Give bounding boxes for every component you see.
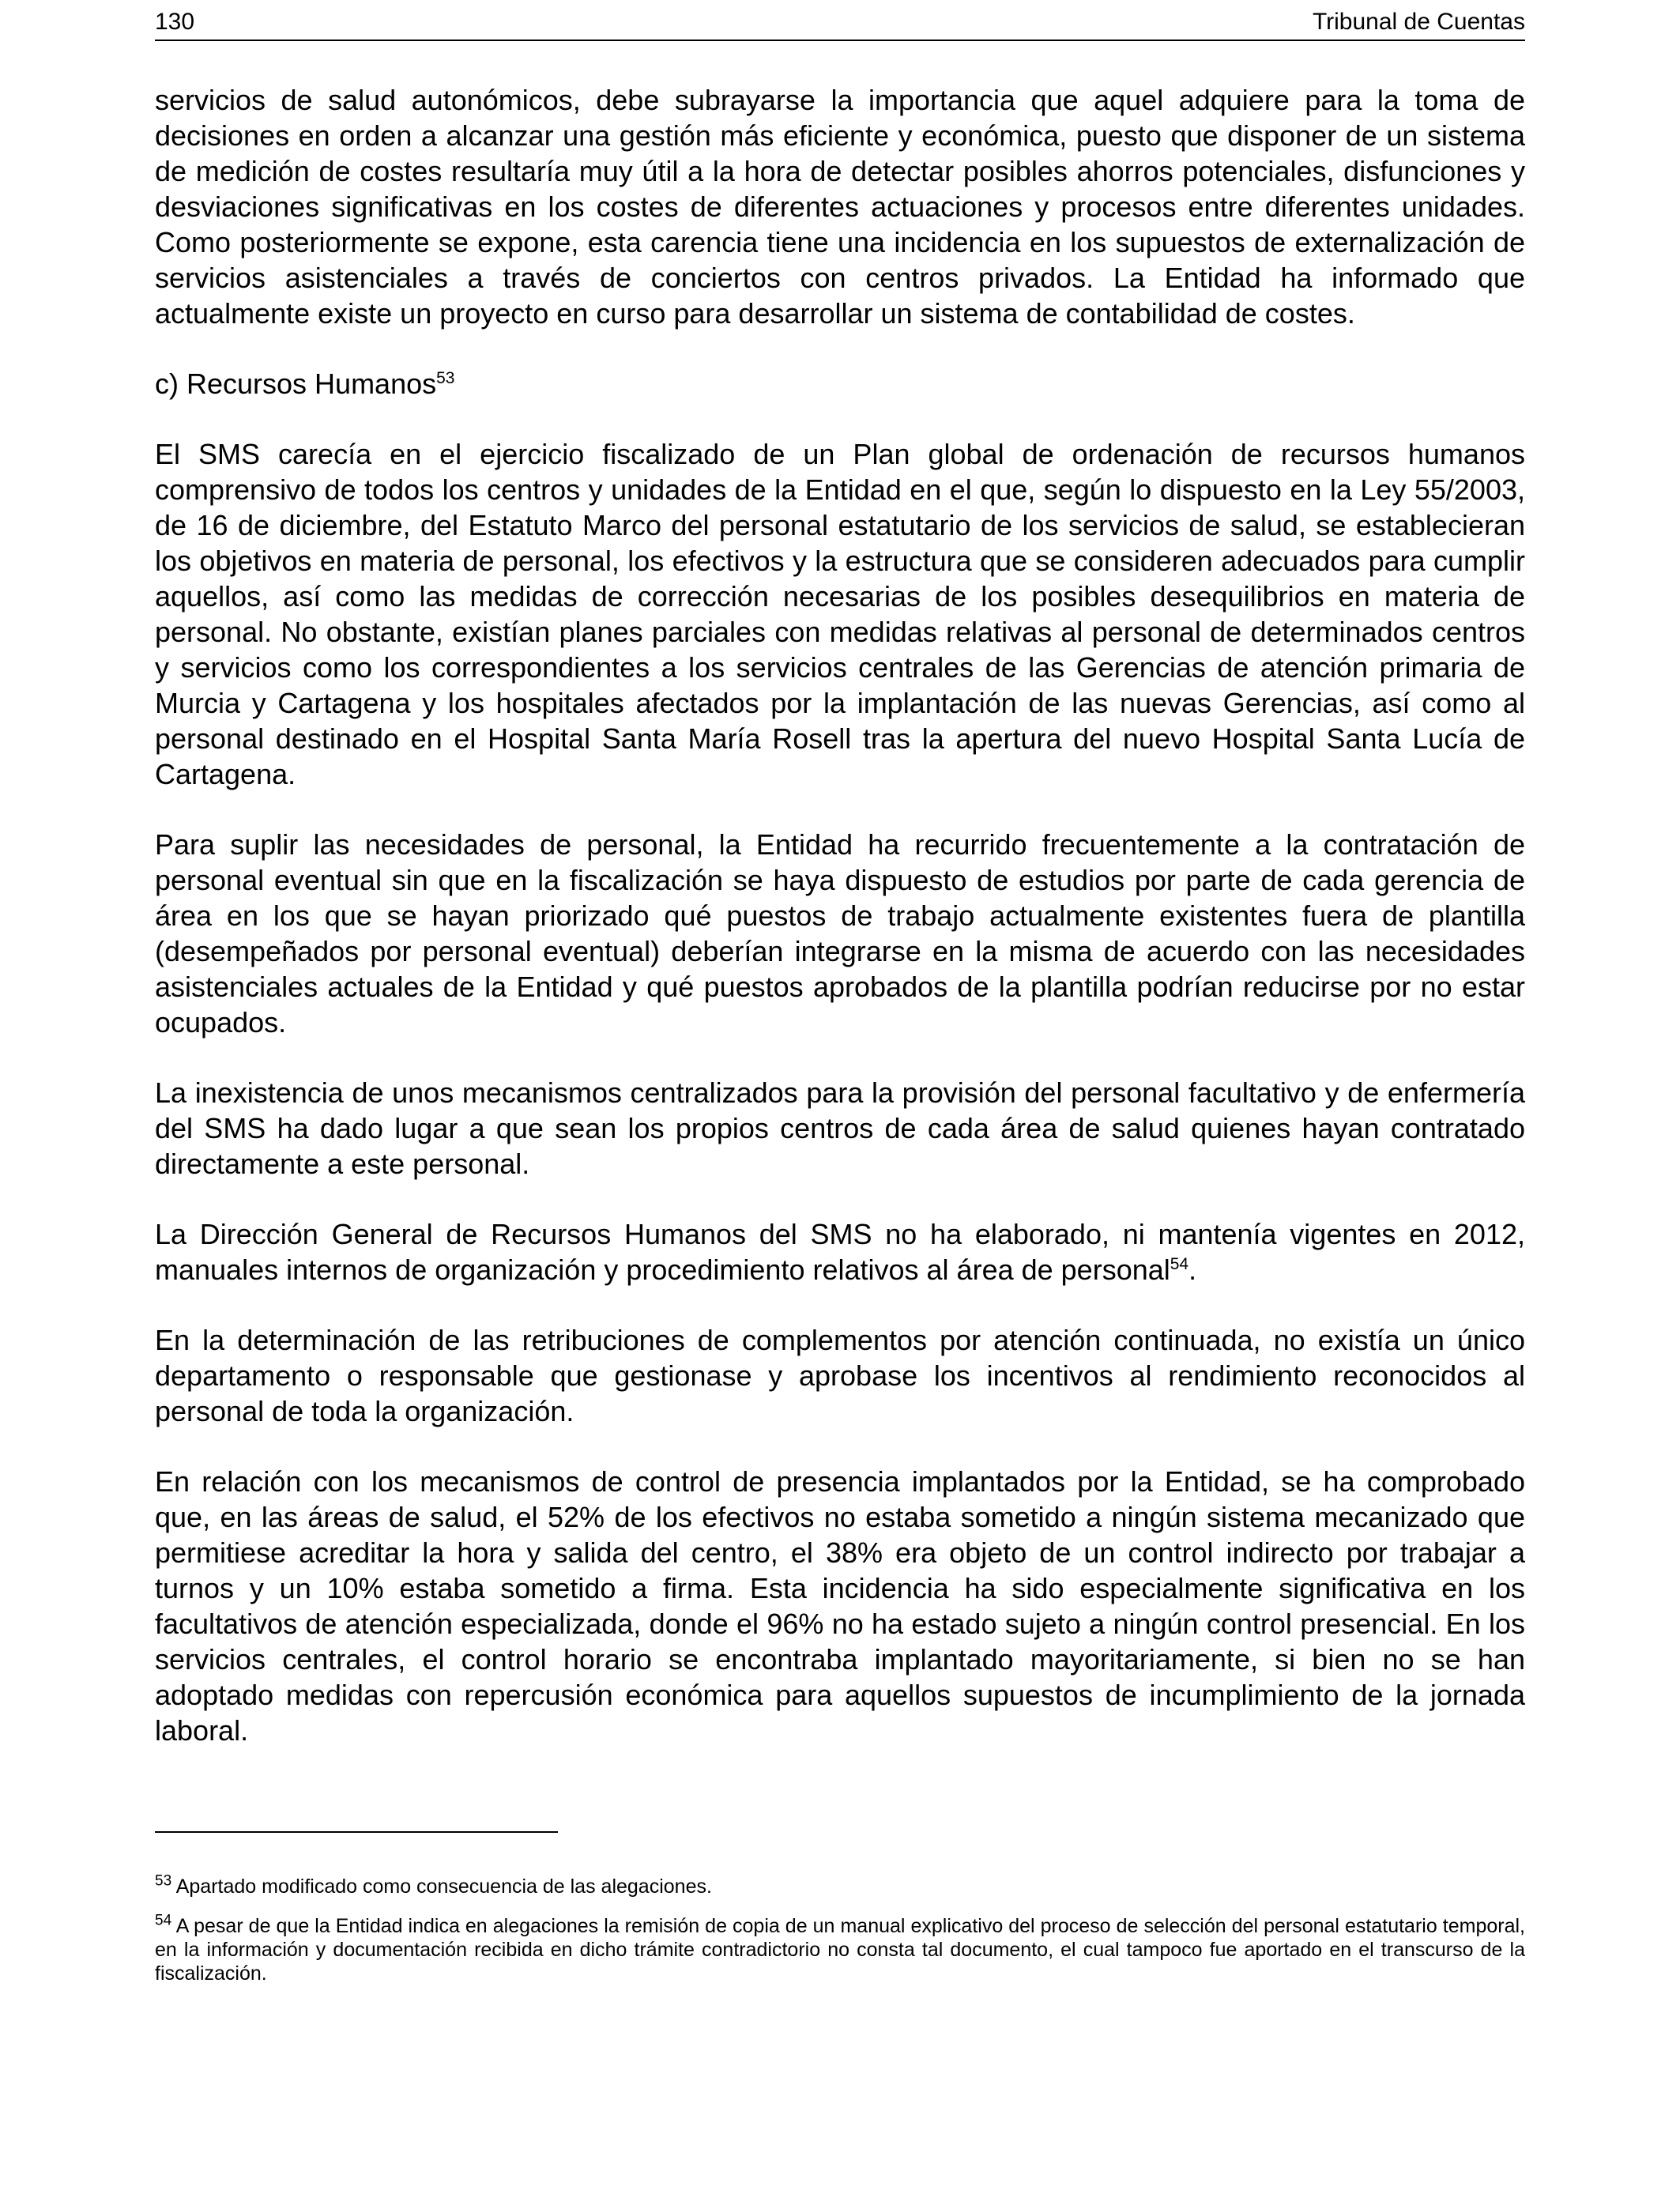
footnote-54 xyxy=(155,1914,1525,1985)
footnote-number: 54 xyxy=(155,1912,172,1929)
paragraph-personal-eventual: Para suplir las necesidades de personal, la Entidad ha recurrido frecuentemente a la contratación de personal eventual sin que en la fiscalización se haya dispuesto de estudios por parte de cada gerencia de área en los que se hayan priorizado qué puestos de trabajo actualmente existentes fuera de plantilla (desempeñados por personal eventual) deberían integrarse en la misma de acuerdo con las necesidades asistenciales actuales de la Entidad y qué puestos aprobados de la plantilla podrían reducirse por no estar ocupados. xyxy=(155,828,1525,1039)
paragraph-mecanismos-provision: La inexistencia de unos mecanismos centralizados para la provisión del personal facultativo y de enfermería del SMS ha dado lugar a que sean los propios centros de cada área de salud quienes hayan contratado directamente a este personal. xyxy=(155,1076,1525,1180)
footnote-number: 53 xyxy=(155,1872,172,1890)
paragraph-retribuciones: En la determinación de las retribuciones de complementos por atención continuada, no existía un único departamento o responsable que gestionase y aprobase los incentivos al rendimiento reconocidos al personal de toda la organización. xyxy=(155,1324,1525,1427)
footnotes xyxy=(155,1872,1525,2001)
paragraph-plan-global: El SMS carecía en el ejercicio fiscalizado de un Plan global de ordenación de recursos humanos comprensivo de todos los centros y unidades de la Entidad en el que, según lo dispuesto en la Ley 55/2003, de 16 de diciembre, del Estatuto Marco del personal estatutario de los servicios de salud, se establecieran los objetivos en materia de personal, los efectivos y la estructura que se consideren adecuados para cumplir aquellos, así como las medidas de corrección necesarias de los posibles desequilibrios en materia de personal. No obstante, existían planes parciales con medidas relativas al personal de determinados centros y servicios como los correspondientes a los servicios centrales de las Gerencias de atención primaria de Murcia y Cartagena y los hospitales afectados por la implantación de las nuevas Gerencias, así como al personal destinado en el Hospital Santa María Rosell tras la apertura del nuevo Hospital Santa Lucía de Cartagena. xyxy=(155,438,1525,790)
page-number: 130 xyxy=(155,9,195,35)
running-header-title: Tribunal de Cuentas xyxy=(1312,9,1525,35)
paragraph-manuales-text: La Dirección General de Recursos Humanos del SMS no ha elaborado, ni mantenía vigentes en 2012, manuales internos de organización y procedimiento relativos al área de personal xyxy=(155,1218,1525,1286)
footnote-text: Apartado modificado como consecuencia de las alegaciones. xyxy=(175,1875,712,1898)
footnote-ref-53: 53 xyxy=(436,369,455,387)
footnote-ref-54: 54 xyxy=(1170,1255,1189,1273)
main-content xyxy=(155,82,1525,1783)
footnote-53 xyxy=(155,1872,1525,1898)
paragraph-manuales-internos xyxy=(155,1216,1525,1287)
footnote-separator xyxy=(155,1831,558,1833)
footnote-text: A pesar de que la Entidad indica en alegaciones la remisión de copia de un manual explicativo del proceso de selección del personal estatutario temporal, en la información y documentación recibida en dicho trámite contradictorio no consta tal documento, el cual tampoco fue aportado en el transcurso de la fiscalización. xyxy=(155,1915,1525,1985)
paragraph-manuales-end: . xyxy=(1188,1253,1197,1286)
paragraph-control-presencia: En relación con los mecanismos de control de presencia implantados por la Entidad, se ha comprobado que, en las áreas de salud, el 52% de los efectivos no estaba sometido a ningún sistema mecanizado que permitiese acreditar la hora y salida del centro, el 38% era objeto de un control indirecto por trabajar a turnos y un 10% estaba sometido a firma. Esta incidencia ha sido especialmente significativa en los facultativos de atención especializada, donde el 96% no ha estado sujeto a ningún control presencial. En los servicios centrales, el control horario se encontraba implantado mayoritariamente, si bien no se han adoptado medidas con repercusión económica para aquellos supuestos de incumplimiento de la jornada laboral. xyxy=(155,1465,1525,1747)
section-heading-text: c) Recursos Humanos xyxy=(155,368,437,400)
paragraph-costs: servicios de salud autonómicos, debe subrayarse la importancia que aquel adquiere para la toma de decisiones en orden a alcanzar una gestión más eficiente y económica, puesto que disponer de un sistema de medición de costes resultaría muy útil a la hora de detectar posibles ahorros potenciales, disfunciones y desviaciones significativas en los costes de diferentes actuaciones y procesos entre diferentes unidades. Como posteriormente se expone, esta carencia tiene una incidencia en los supuestos de externalización de servicios asistenciales a través de conciertos con centros privados. La Entidad ha informado que actualmente existe un proyecto en curso para desarrollar un sistema de contabilidad de costes. xyxy=(155,84,1525,330)
section-heading-recursos-humanos xyxy=(155,366,1525,401)
page-header xyxy=(155,0,1525,41)
